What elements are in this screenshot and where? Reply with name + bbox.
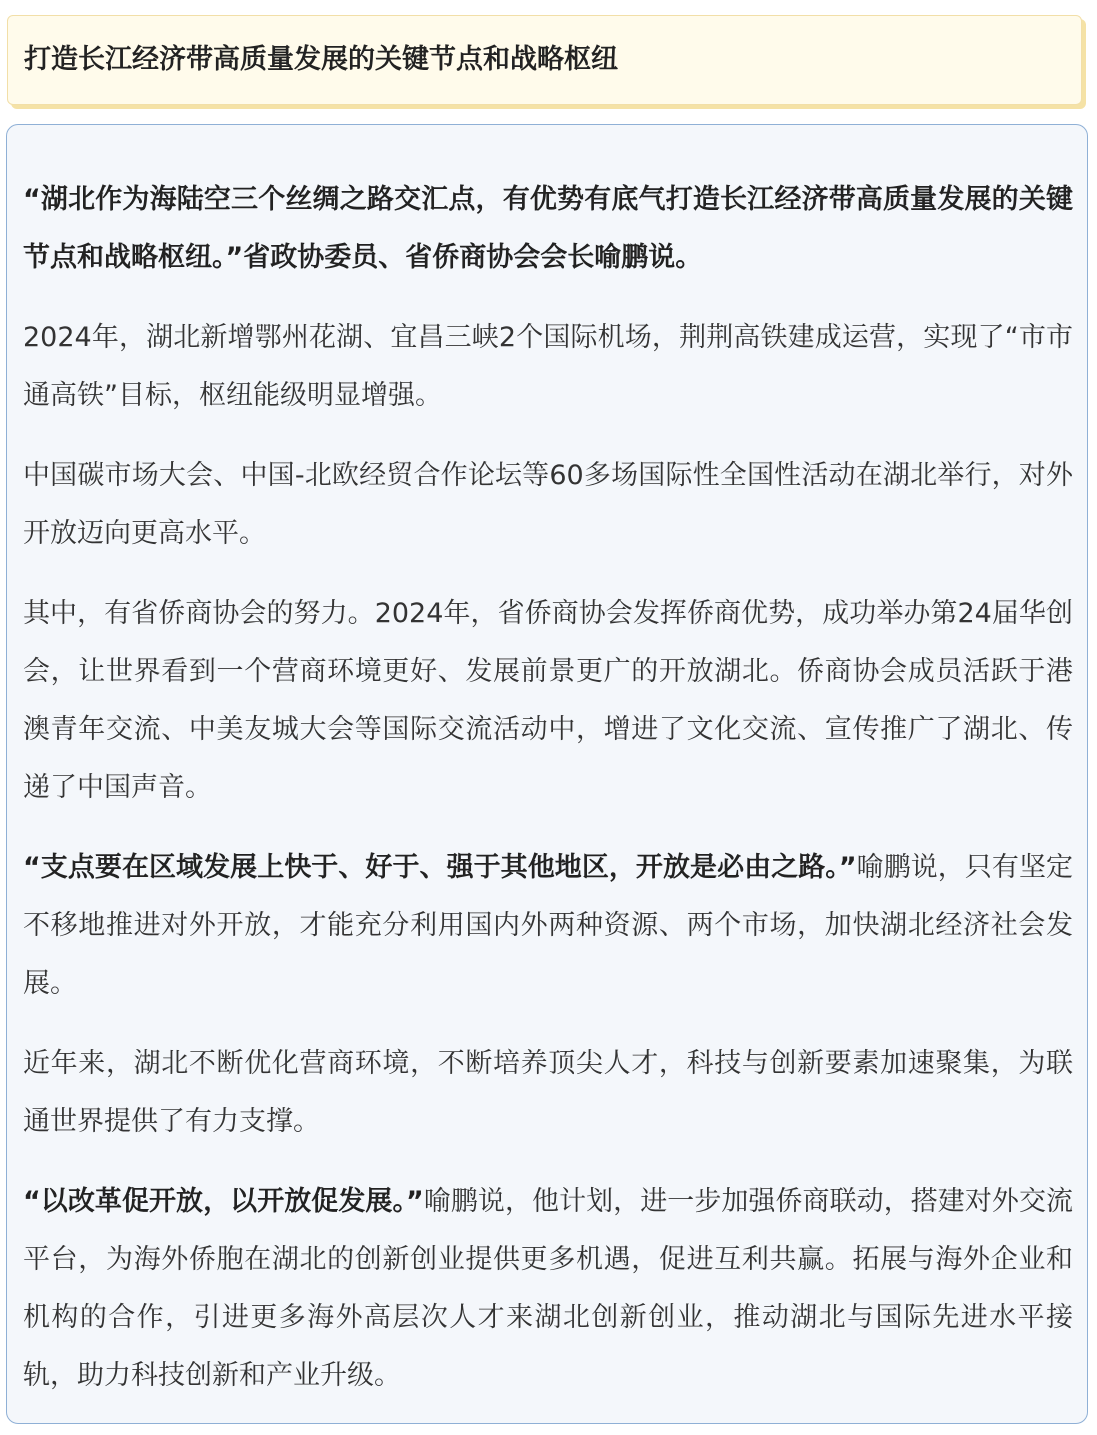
paragraph-4 (23, 585, 1073, 817)
paragraph-1 (23, 171, 1073, 287)
article-body (23, 171, 1073, 1427)
quote-text: “湖北作为海陆空三个丝绸之路交汇点，有优势有底气打造长江经济带高质量发展的关键节点和战略枢纽。”省政协委员、省侨商协会会长喻鹏说。 (23, 184, 1073, 273)
quote-text: “支点要在区域发展上快于、好于、强于其他地区，开放是必由之路。” (23, 852, 857, 883)
paragraph-5 (23, 839, 1073, 1013)
paragraph-3 (23, 447, 1073, 563)
paragraph-7 (23, 1173, 1073, 1405)
quote-text: “以改革促开放，以开放促发展。” (23, 1186, 424, 1217)
article-box (6, 124, 1088, 1424)
article-title: 打造长江经济带高质量发展的关键节点和战略枢纽 (24, 44, 618, 75)
body-text: 其中，有省侨商协会的努力。2024年，省侨商协会发挥侨商优势，成功举办第24届华创会，让世界看到一个营商环境更好、发展前景更广的开放湖北。侨商协会成员活跃于港澳青年交流、中美友城大会等国际交流活动中，增进了文化交流、宣传推广了湖北、传递了中国声音。 (23, 598, 1073, 803)
body-text: 喻鹏说，只有坚定不移地推进对外开放，才能充分利用国内外两种资源、两个市场，加快湖北经济社会发展。 (23, 852, 1074, 999)
body-text: 中国碳市场大会、中国-北欧经贸合作论坛等60多场国际性全国性活动在湖北举行，对外开放迈向更高水平。 (23, 460, 1073, 549)
body-text: 喻鹏说，他计划，进一步加强侨商联动，搭建对外交流平台，为海外侨胞在湖北的创新创业提供更多机遇，促进互利共赢。拓展与海外企业和机构的合作，引进更多海外高层次人才来湖北创新创业，推动湖北与国际先进水平接轨，助力科技创新和产业升级。 (23, 1186, 1073, 1391)
paragraph-6 (23, 1035, 1073, 1151)
body-text: 2024年，湖北新增鄂州花湖、宜昌三峡2个国际机场，荆荆高铁建成运营，实现了“市市通高铁”目标，枢纽能级明显增强。 (23, 322, 1073, 411)
body-text: 近年来，湖北不断优化营商环境，不断培养顶尖人才，科技与创新要素加速聚集，为联通世界提供了有力支撑。 (23, 1048, 1073, 1137)
title-box (7, 15, 1082, 105)
paragraph-2 (23, 309, 1073, 425)
